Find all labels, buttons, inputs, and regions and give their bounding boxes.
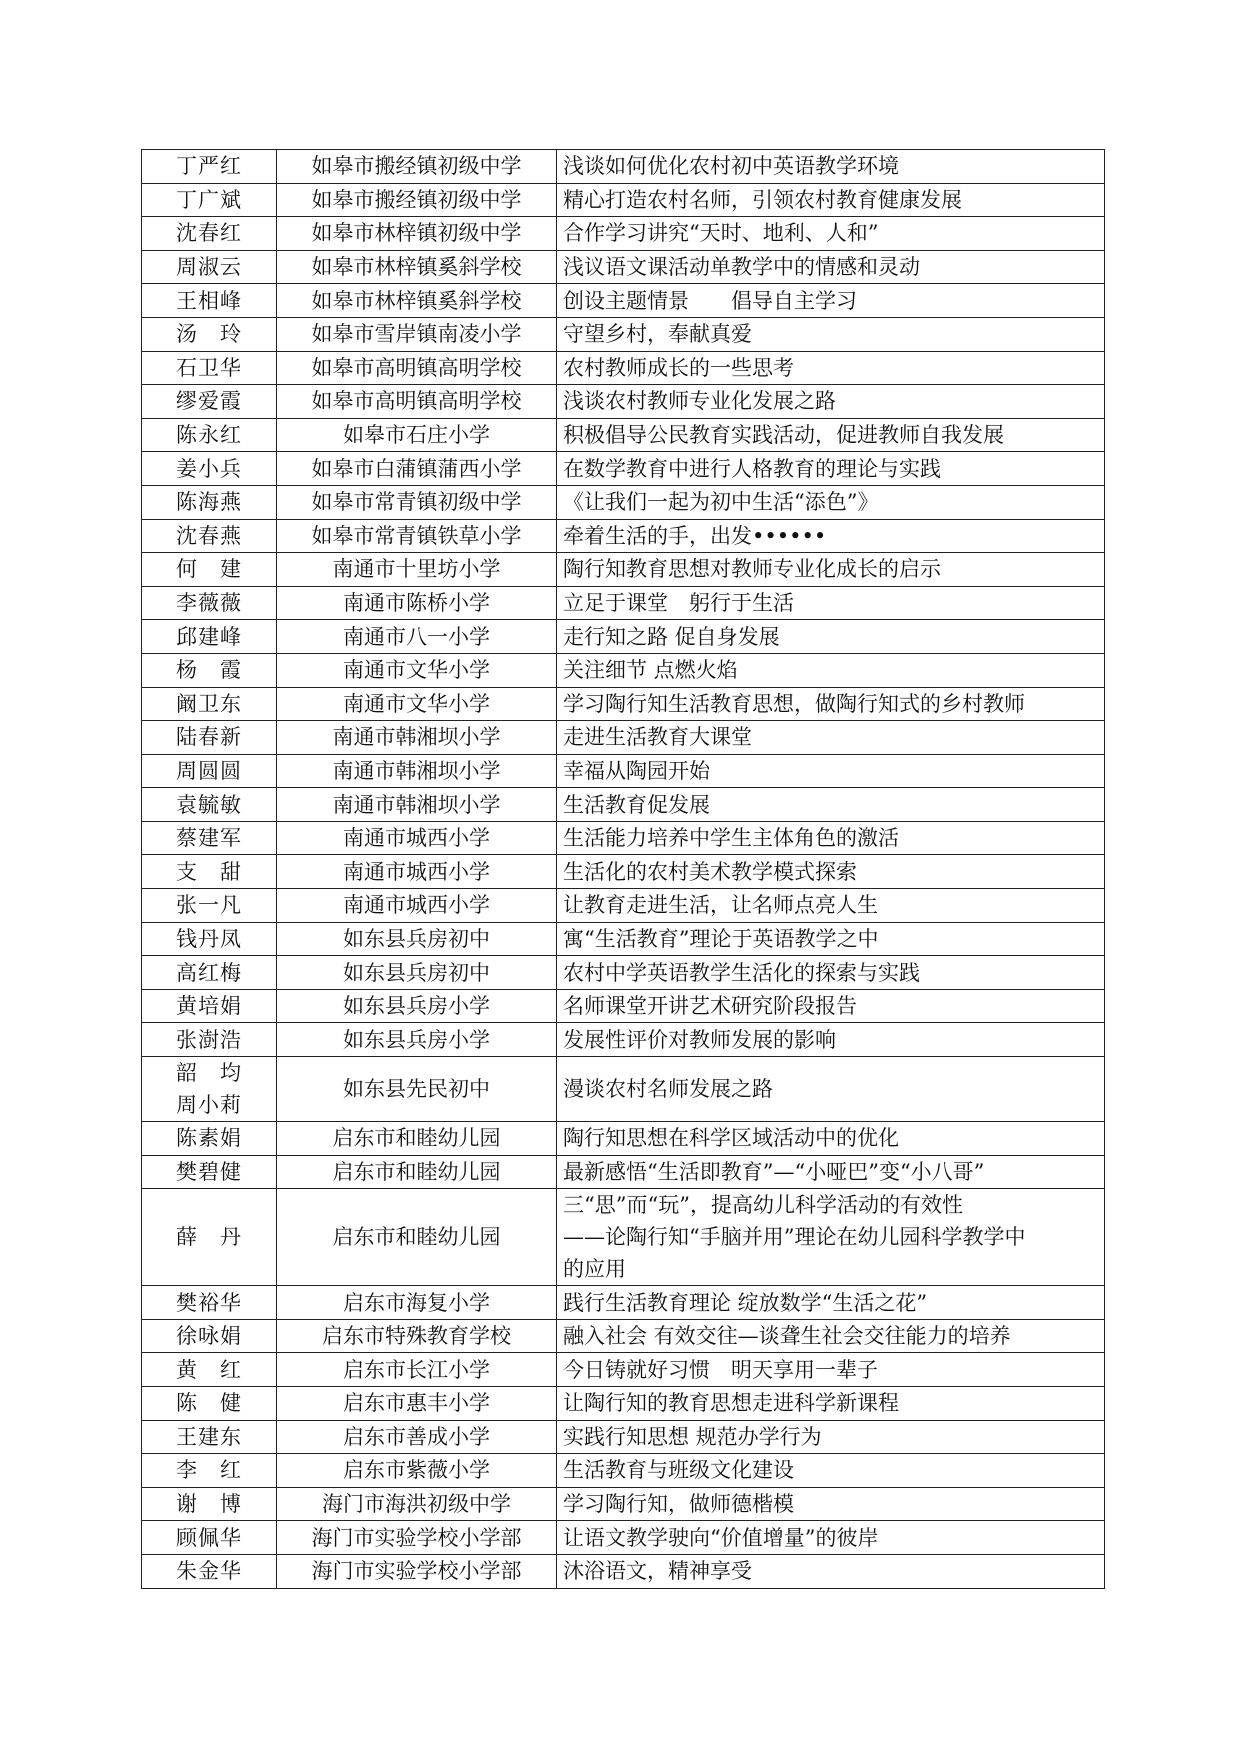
paper-title-cell: [557, 1521, 1105, 1555]
paper-title-cell: [557, 1420, 1105, 1454]
paper-title-line: 农村中学英语教学生活化的探索与实践: [563, 960, 920, 985]
paper-title-line: 浅谈农村教师专业化发展之路: [563, 389, 836, 414]
author-name-cell: [142, 1189, 277, 1286]
school-cell: 如皋市常青镇铁草小学: [277, 519, 557, 553]
paper-title-line: 走进生活教育大课堂: [563, 725, 752, 750]
author-name: 周小莉: [176, 1093, 242, 1118]
paper-title-cell: [557, 956, 1105, 990]
author-name: 沈春红: [176, 221, 242, 246]
author-name: 黄培娟: [176, 994, 242, 1019]
table-row: [142, 284, 1105, 318]
author-name-cell: [142, 1387, 277, 1421]
paper-title-line: ——论陶行知“手脑并用”理论在幼儿园科学教学中: [563, 1225, 1026, 1250]
school-cell: 如皋市搬经镇初级中学: [277, 183, 557, 217]
paper-title-cell: [557, 1319, 1105, 1353]
school-cell: 启东市紫薇小学: [277, 1454, 557, 1488]
school-cell: 南通市十里坊小学: [277, 553, 557, 587]
school-cell: 如东县兵房小学: [277, 1023, 557, 1057]
school-cell: 南通市城西小学: [277, 889, 557, 923]
school-cell: 海门市实验学校小学部: [277, 1554, 557, 1588]
school-cell: 南通市韩湘坝小学: [277, 754, 557, 788]
author-name: 薛 丹: [176, 1225, 242, 1250]
paper-title-cell: [557, 418, 1105, 452]
author-name: 王相峰: [176, 288, 242, 313]
table-row: [142, 553, 1105, 587]
author-name: 朱金华: [176, 1559, 242, 1584]
school-cell: 南通市城西小学: [277, 855, 557, 889]
table-row: [142, 1122, 1105, 1156]
author-name-cell: [142, 1521, 277, 1555]
author-name: 谢 博: [176, 1492, 242, 1517]
author-name-cell: [142, 1353, 277, 1387]
author-name-cell: [142, 1487, 277, 1521]
school-cell: 如东县先民初中: [277, 1057, 557, 1122]
school-cell: 南通市城西小学: [277, 821, 557, 855]
paper-title-cell: [557, 1057, 1105, 1122]
author-name-cell: [142, 1286, 277, 1320]
author-name-cell: [142, 586, 277, 620]
table-row: [142, 1554, 1105, 1588]
table-row: [142, 1353, 1105, 1387]
school-cell: 启东市特殊教育学校: [277, 1319, 557, 1353]
paper-title-line: 实践行知思想 规范办学行为: [563, 1424, 822, 1449]
school-cell: 如皋市林梓镇初级中学: [277, 217, 557, 251]
paper-title-line: 农村教师成长的一些思考: [563, 355, 794, 380]
author-name: 樊碧健: [176, 1159, 242, 1184]
school-cell: 如皋市高明镇高明学校: [277, 351, 557, 385]
author-name-cell: [142, 217, 277, 251]
author-name-cell: [142, 687, 277, 721]
author-name-cell: [142, 788, 277, 822]
table-row: [142, 1057, 1105, 1122]
author-name: 袁毓敏: [176, 792, 242, 817]
author-name-cell: [142, 1057, 277, 1122]
school-cell: 如东县兵房初中: [277, 922, 557, 956]
school-cell: 南通市文华小学: [277, 653, 557, 687]
author-name-cell: [142, 1122, 277, 1156]
table-row: [142, 989, 1105, 1023]
table-row: [142, 317, 1105, 351]
author-name: 陈素娟: [176, 1126, 242, 1151]
paper-title-line: 在数学教育中进行人格教育的理论与实践: [563, 456, 941, 481]
school-cell: 南通市韩湘坝小学: [277, 721, 557, 755]
table-row: [142, 1023, 1105, 1057]
school-cell: 如皋市高明镇高明学校: [277, 385, 557, 419]
paper-title-line: 学习陶行知，做师德楷模: [563, 1492, 794, 1517]
paper-title-cell: [557, 687, 1105, 721]
author-name-cell: [142, 1554, 277, 1588]
author-name: 周淑云: [176, 255, 242, 280]
author-name-cell: [142, 317, 277, 351]
author-name-cell: [142, 418, 277, 452]
paper-title-line: 关注细节 点燃火焰: [563, 658, 738, 683]
school-cell: 启东市惠丰小学: [277, 1387, 557, 1421]
table-row: [142, 821, 1105, 855]
table-body: [142, 150, 1105, 1589]
table-row: [142, 889, 1105, 923]
school-cell: 启东市和睦幼儿园: [277, 1189, 557, 1286]
author-name: 王建东: [176, 1424, 242, 1449]
paper-title-line: 让语文教学驶向“价值增量”的彼岸: [563, 1525, 879, 1550]
school-cell: 启东市和睦幼儿园: [277, 1122, 557, 1156]
school-cell: 启东市海复小学: [277, 1286, 557, 1320]
table-row: [142, 452, 1105, 486]
author-name-cell: [142, 351, 277, 385]
table-row: [142, 1454, 1105, 1488]
paper-title-cell: [557, 150, 1105, 184]
author-name: 张澍浩: [176, 1027, 242, 1052]
paper-title-cell: [557, 620, 1105, 654]
author-name-cell: [142, 989, 277, 1023]
table-row: [142, 485, 1105, 519]
author-name-cell: [142, 1155, 277, 1189]
author-name-cell: [142, 284, 277, 318]
paper-title-cell: [557, 485, 1105, 519]
table-row: [142, 1387, 1105, 1421]
paper-title-cell: [557, 1387, 1105, 1421]
paper-title-line: 让陶行知的教育思想走进科学新课程: [563, 1391, 899, 1416]
school-cell: 南通市八一小学: [277, 620, 557, 654]
author-name-cell: [142, 1319, 277, 1353]
paper-title-line: 融入社会 有效交往—谈聋生社会交往能力的培养: [563, 1324, 1011, 1349]
school-cell: 如皋市常青镇初级中学: [277, 485, 557, 519]
paper-title-line: 立足于课堂 躬行于生活: [563, 591, 794, 616]
author-name-cell: [142, 1023, 277, 1057]
author-name: 顾佩华: [176, 1525, 242, 1550]
paper-title-cell: [557, 519, 1105, 553]
table-row: [142, 150, 1105, 184]
author-name-cell: [142, 653, 277, 687]
author-name-cell: [142, 485, 277, 519]
paper-title-line: 合作学习讲究“天时、地利、人和”: [563, 221, 879, 246]
paper-title-line: 让教育走进生活，让名师点亮人生: [563, 893, 878, 918]
table-row: [142, 788, 1105, 822]
paper-title-line: 陶行知思想在科学区域活动中的优化: [563, 1126, 899, 1151]
paper-title-cell: [557, 989, 1105, 1023]
author-name: 邱建峰: [176, 624, 242, 649]
author-name: 张一凡: [176, 893, 242, 918]
author-name-cell: [142, 754, 277, 788]
author-name: 汤 玲: [176, 322, 242, 347]
author-name: 徐咏娟: [176, 1324, 242, 1349]
paper-title-line: 浅议语文课活动单教学中的情感和灵动: [563, 255, 920, 280]
table-row: [142, 519, 1105, 553]
paper-title-cell: [557, 754, 1105, 788]
table-row: [142, 754, 1105, 788]
school-cell: 南通市韩湘坝小学: [277, 788, 557, 822]
paper-title-line: 名师课堂开讲艺术研究阶段报告: [563, 994, 857, 1019]
author-name-cell: [142, 250, 277, 284]
paper-title-cell: [557, 1122, 1105, 1156]
paper-title-cell: [557, 586, 1105, 620]
table-row: [142, 418, 1105, 452]
paper-title-cell: [557, 250, 1105, 284]
paper-title-cell: [557, 351, 1105, 385]
paper-title-line: 陶行知教育思想对教师专业化成长的启示: [563, 557, 941, 582]
author-name: 陈 健: [176, 1391, 242, 1416]
paper-title-line: 今日铸就好习惯 明天享用一辈子: [563, 1357, 878, 1382]
paper-title-cell: [557, 653, 1105, 687]
paper-title-cell: [557, 788, 1105, 822]
author-name: 陆春新: [176, 725, 242, 750]
paper-title-line: 精心打造农村名师，引领农村教育健康发展: [563, 187, 962, 212]
teacher-paper-table: [141, 149, 1105, 1589]
table-row: [142, 1521, 1105, 1555]
author-name: 高红梅: [176, 960, 242, 985]
table-row: [142, 351, 1105, 385]
author-name-cell: [142, 1420, 277, 1454]
school-cell: 海门市海洪初级中学: [277, 1487, 557, 1521]
author-name: 李 红: [176, 1458, 242, 1483]
author-name: 沈春燕: [176, 523, 242, 548]
paper-title-line: 发展性评价对教师发展的影响: [563, 1027, 836, 1052]
table-row: [142, 855, 1105, 889]
author-name-cell: [142, 620, 277, 654]
table-row: [142, 217, 1105, 251]
school-cell: 南通市文华小学: [277, 687, 557, 721]
school-cell: 如皋市白蒲镇蒲西小学: [277, 452, 557, 486]
paper-title-cell: [557, 553, 1105, 587]
author-name: 蔡建军: [176, 826, 242, 851]
author-name: 黄 红: [176, 1357, 242, 1382]
school-cell: 如东县兵房小学: [277, 989, 557, 1023]
author-name-cell: [142, 553, 277, 587]
school-cell: 启东市长江小学: [277, 1353, 557, 1387]
paper-title-line: 沐浴语文，精神享受: [563, 1559, 752, 1584]
school-cell: 如皋市雪岸镇南凌小学: [277, 317, 557, 351]
author-name-cell: [142, 922, 277, 956]
school-cell: 如皋市林梓镇奚斜学校: [277, 250, 557, 284]
author-name: 支 甜: [176, 859, 242, 884]
paper-title-line: 积极倡导公民教育实践活动，促进教师自我发展: [563, 423, 1004, 448]
table-row: [142, 183, 1105, 217]
table-row: [142, 687, 1105, 721]
author-name-cell: [142, 452, 277, 486]
paper-title-line: 守望乡村，奉献真爱: [563, 322, 752, 347]
table-row: [142, 620, 1105, 654]
paper-title-line: 寓“生活教育”理论于英语教学之中: [563, 926, 879, 951]
author-name: 樊裕华: [176, 1290, 242, 1315]
author-name-cell: [142, 821, 277, 855]
paper-title-line: 的应用: [563, 1257, 626, 1282]
paper-title-cell: [557, 1023, 1105, 1057]
paper-title-cell: [557, 452, 1105, 486]
author-name-cell: [142, 150, 277, 184]
table-row: [142, 385, 1105, 419]
author-name: 钱丹凤: [176, 926, 242, 951]
author-name-cell: [142, 956, 277, 990]
school-cell: 如皋市林梓镇奚斜学校: [277, 284, 557, 318]
school-cell: 如皋市搬经镇初级中学: [277, 150, 557, 184]
author-name-cell: [142, 1454, 277, 1488]
author-name-cell: [142, 385, 277, 419]
paper-title-cell: [557, 217, 1105, 251]
table-row: [142, 586, 1105, 620]
author-name: 李薇薇: [176, 591, 242, 616]
paper-title-cell: [557, 317, 1105, 351]
paper-title-cell: [557, 889, 1105, 923]
paper-title-line: 《让我们一起为初中生活“添色”》: [563, 490, 879, 515]
paper-title-cell: [557, 855, 1105, 889]
paper-title-line: 牵着生活的手，出发••••••: [563, 523, 827, 548]
author-name: 陈海燕: [176, 490, 242, 515]
author-name: 缪爱霞: [176, 389, 242, 414]
table-row: [142, 1319, 1105, 1353]
table-row: [142, 956, 1105, 990]
paper-title-cell: [557, 922, 1105, 956]
school-cell: 启东市和睦幼儿园: [277, 1155, 557, 1189]
paper-title-cell: [557, 1554, 1105, 1588]
table-row: [142, 1420, 1105, 1454]
author-name: 何 建: [176, 557, 242, 582]
author-name: 杨 霞: [176, 658, 242, 683]
paper-title-line: 践行生活教育理论 绽放数学“生活之花”: [563, 1290, 928, 1315]
author-name-cell: [142, 889, 277, 923]
paper-title-cell: [557, 1454, 1105, 1488]
table-row: [142, 1155, 1105, 1189]
school-cell: 启东市善成小学: [277, 1420, 557, 1454]
author-name: 姜小兵: [176, 456, 242, 481]
paper-title-cell: [557, 1487, 1105, 1521]
author-name: 丁广斌: [176, 187, 242, 212]
author-name-cell: [142, 855, 277, 889]
paper-title-cell: [557, 1189, 1105, 1286]
table-row: [142, 1487, 1105, 1521]
paper-title-line: 生活化的农村美术教学模式探索: [563, 859, 857, 884]
table-row: [142, 1189, 1105, 1286]
paper-title-line: 学习陶行知生活教育思想，做陶行知式的乡村教师: [563, 691, 1025, 716]
paper-title-cell: [557, 721, 1105, 755]
paper-title-line: 浅谈如何优化农村初中英语教学环境: [563, 154, 899, 179]
school-cell: 海门市实验学校小学部: [277, 1521, 557, 1555]
paper-title-line: 三“思”而“玩”，提高幼儿科学活动的有效性: [563, 1193, 963, 1218]
paper-title-line: 生活能力培养中学生主体角色的激活: [563, 826, 899, 851]
school-cell: 如东县兵房初中: [277, 956, 557, 990]
author-name-cell: [142, 183, 277, 217]
paper-title-cell: [557, 1353, 1105, 1387]
author-name: 阚卫东: [176, 691, 242, 716]
school-cell: 如皋市石庄小学: [277, 418, 557, 452]
author-name: 丁严红: [176, 154, 242, 179]
paper-title-cell: [557, 183, 1105, 217]
paper-title-line: 走行知之路 促自身发展: [563, 624, 780, 649]
paper-title-line: 创设主题情景 倡导自主学习: [563, 288, 857, 313]
table-row: [142, 653, 1105, 687]
table-row: [142, 721, 1105, 755]
paper-title-cell: [557, 1155, 1105, 1189]
table-row: [142, 1286, 1105, 1320]
table-row: [142, 250, 1105, 284]
paper-title-line: 幸福从陶园开始: [563, 758, 710, 783]
author-name: 陈永红: [176, 423, 242, 448]
author-name-cell: [142, 721, 277, 755]
school-cell: 南通市陈桥小学: [277, 586, 557, 620]
author-name: 周圆圆: [176, 758, 242, 783]
author-name-cell: [142, 519, 277, 553]
paper-title-line: 最新感悟“生活即教育”—“小哑巴”变“小八哥”: [563, 1159, 985, 1184]
paper-title-cell: [557, 821, 1105, 855]
paper-title-line: 生活教育与班级文化建设: [563, 1458, 794, 1483]
author-name: 韶 均: [176, 1061, 242, 1086]
paper-title-cell: [557, 1286, 1105, 1320]
paper-title-line: 生活教育促发展: [563, 792, 710, 817]
table-row: [142, 922, 1105, 956]
author-name: 石卫华: [176, 355, 242, 380]
paper-title-cell: [557, 284, 1105, 318]
paper-title-cell: [557, 385, 1105, 419]
paper-title-line: 漫谈农村名师发展之路: [563, 1077, 773, 1102]
